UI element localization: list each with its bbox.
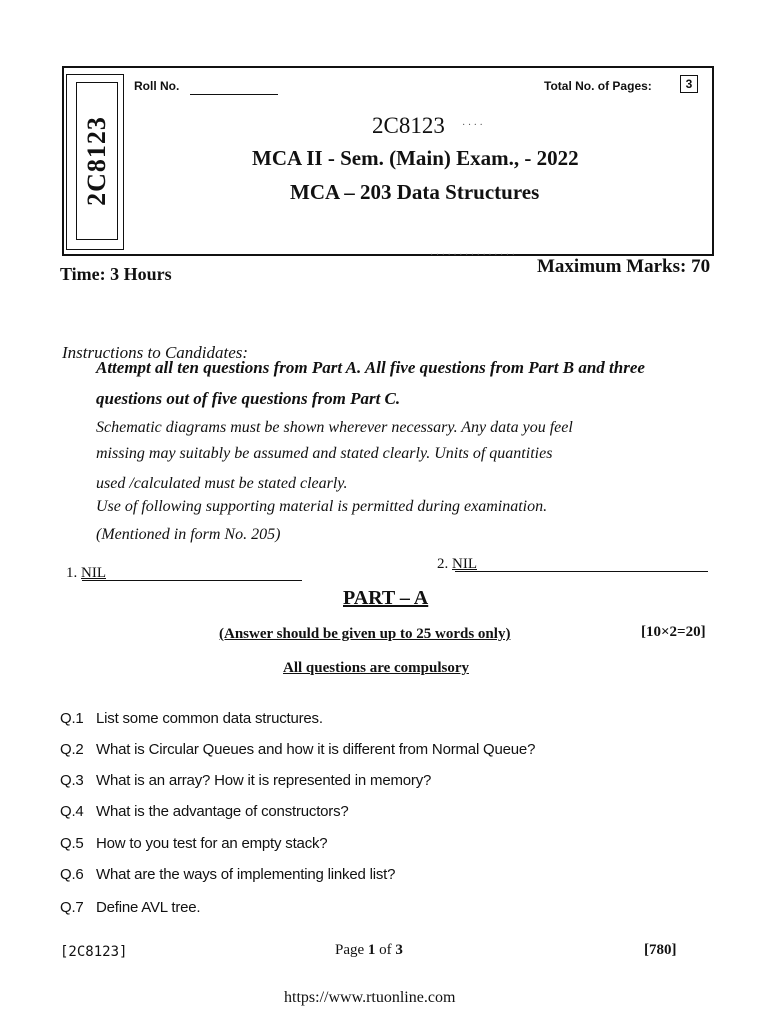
instructions-heading: Instructions to Candidates:: [62, 343, 249, 362]
instruction-line: questions out of five questions from Part C.: [96, 389, 401, 408]
part-a-marks: [10×2=20]: [641, 624, 706, 640]
question-item: [60, 835, 327, 852]
footer-paper-code: [2C8123]: [60, 944, 128, 960]
question-number: Q.2: [60, 741, 84, 758]
page-prefix: Page: [335, 942, 368, 958]
question-text: What are the ways of implementing linked list?: [96, 866, 396, 883]
question-text: What is Circular Queues and how it is different from Normal Queue?: [96, 741, 536, 758]
question-number: Q.6: [60, 866, 84, 883]
total-pages-label: Total No. of Pages:: [544, 79, 652, 93]
roll-number-label: Roll No.: [134, 79, 180, 93]
instruction-line: used /calculated must be stated clearly.: [96, 475, 348, 492]
instruction-line: missing may suitably be assumed and stated clearly. Units of quantities: [96, 445, 553, 462]
maximum-marks: Maximum Marks: 70: [537, 256, 711, 277]
question-item: [60, 772, 431, 789]
question-text: Define AVL tree.: [96, 899, 201, 916]
instruction-line: Use of following supporting material is permitted during examination.: [96, 498, 548, 515]
material-number: 2.: [437, 556, 449, 572]
material-value: NIL: [452, 556, 477, 572]
question-item: [60, 866, 395, 883]
paper-code: 2C8123: [372, 113, 445, 138]
material-value: NIL: [81, 565, 106, 581]
question-text: List some common data structures.: [96, 710, 323, 727]
instruction-line: Attempt all ten questions from Part A. All five questions from Part B and three: [96, 358, 645, 377]
question-item: [60, 803, 349, 820]
material-blank-line: [455, 571, 708, 572]
question-text: How to you test for an empty stack?: [96, 835, 328, 852]
course-title: MCA – 203 Data Structures: [290, 180, 540, 204]
total-pages-value: 3: [680, 75, 698, 93]
website-link[interactable]: https://www.rtuonline.com: [284, 989, 456, 1006]
exam-duration: Time: 3 Hours: [60, 264, 172, 284]
roll-number-blank: [190, 94, 278, 95]
side-code-inner-frame: [76, 82, 118, 240]
instruction-line: (Mentioned in form No. 205): [96, 526, 281, 543]
answer-length-note: (Answer should be given up to 25 words only): [219, 626, 511, 642]
question-item: [60, 899, 200, 916]
scan-speckle: · · · · · · · · · · · · · · ·: [430, 250, 515, 261]
exam-title: MCA II - Sem. (Main) Exam., - 2022: [252, 146, 579, 170]
question-number: Q.4: [60, 803, 84, 820]
question-item: [60, 710, 323, 727]
question-number: Q.1: [60, 710, 84, 727]
page-current: 1: [367, 942, 376, 958]
question-number: Q.3: [60, 772, 84, 789]
material-number: 1.: [66, 565, 78, 581]
page-number: [335, 942, 403, 959]
question-item: [60, 741, 535, 758]
question-text: What is the advantage of constructors?: [96, 803, 349, 820]
question-text: What is an array? How it is represented in memory?: [96, 772, 432, 789]
footer-number: [780]: [644, 942, 677, 958]
part-a-heading: PART – A: [343, 587, 429, 609]
question-number: Q.5: [60, 835, 84, 852]
compulsory-note: All questions are compulsory: [283, 660, 469, 676]
page-of: of: [375, 942, 396, 958]
scan-speckle: · · · ·: [462, 120, 483, 131]
side-paper-code: 2C8123: [82, 116, 111, 206]
page-total: 3: [395, 942, 403, 958]
instruction-line: Schematic diagrams must be shown wherever necessary. Any data you feel: [96, 419, 573, 436]
material-blank-line: [82, 580, 302, 581]
question-number: Q.7: [60, 899, 84, 916]
